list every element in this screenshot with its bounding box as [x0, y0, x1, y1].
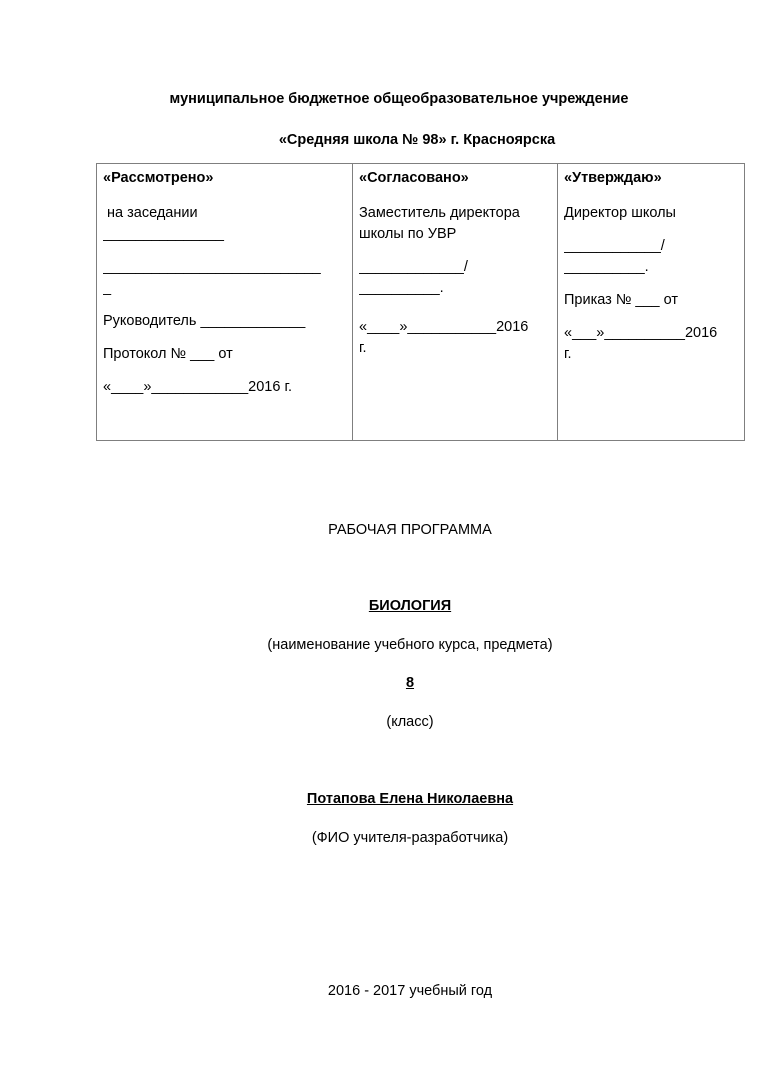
approved-line-2: ____________/	[564, 238, 665, 254]
agreed-line-6: г.	[359, 340, 367, 356]
reviewed-line-5: Руководитель _____________	[103, 313, 306, 329]
subject-name: БИОЛОГИЯ	[368, 598, 452, 614]
organization-name: муниципальное бюджетное общеобразовательное учреждение	[169, 91, 629, 107]
approved-line-3: __________.	[564, 259, 649, 275]
agreed-cell	[353, 164, 558, 441]
reviewed-line-3: ___________________________	[103, 259, 321, 275]
approved-title: «Утверждаю»	[564, 170, 662, 186]
agreed-line-4: __________.	[359, 280, 444, 296]
program-title: РАБОЧАЯ ПРОГРАММА	[328, 522, 492, 538]
agreed-line-2: школы по УВР	[359, 226, 457, 242]
reviewed-line-1: на заседании	[103, 205, 198, 221]
grade-caption: (класс)	[386, 714, 434, 730]
subject-caption: (наименование учебного курса, предмета)	[267, 637, 553, 653]
approved-line-5: «___»__________2016	[564, 325, 718, 341]
grade-number: 8	[405, 675, 415, 691]
agreed-line-3: _____________/	[359, 259, 468, 275]
agreed-line-1: Заместитель директора	[359, 205, 520, 221]
approved-line-1: Директор школы	[564, 205, 676, 221]
approved-line-4: Приказ № ___ от	[564, 292, 679, 308]
reviewed-cell	[97, 164, 353, 441]
agreed-title: «Согласовано»	[359, 170, 469, 186]
school-name: «Средняя школа № 98» г. Красноярска	[278, 132, 556, 148]
reviewed-line-7: «____»____________2016 г.	[103, 379, 292, 395]
agreed-line-5: «____»___________2016	[359, 319, 529, 335]
approved-cell	[558, 164, 745, 441]
reviewed-line-6: Протокол № ___ от	[103, 346, 233, 362]
reviewed-title: «Рассмотрено»	[103, 170, 214, 186]
reviewed-line-4: _	[103, 280, 112, 296]
teacher-caption: (ФИО учителя-разработчика)	[311, 830, 509, 846]
reviewed-line-2: _______________	[103, 226, 224, 242]
teacher-name: Потапова Елена Николаевна	[306, 791, 514, 807]
approval-table	[96, 163, 745, 441]
approved-line-6: г.	[564, 346, 572, 362]
academic-year: 2016 - 2017 учебный год	[327, 983, 493, 999]
